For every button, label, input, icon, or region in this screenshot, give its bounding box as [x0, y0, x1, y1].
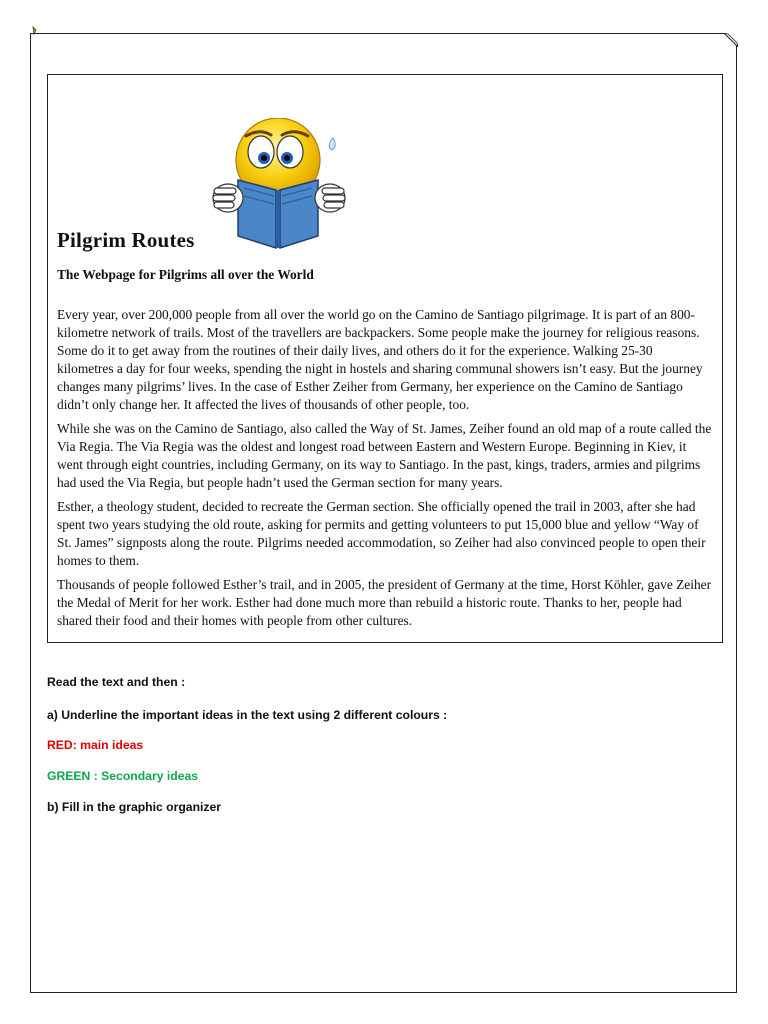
- article-paragraph: Every year, over 200,000 people from all over the world go on the Camino de Santiago pilgrimage. It is part of an 800-kilometre network of trails. Most of the travellers are backpackers. Some people make the journey for religious reasons. Some do it to get away from the routines of their daily lives, and others do it for the experience. Walking 25-30 kilometres a day for four weeks, spending the night in hostels and sharing communal showers isn’t easy. But the journey changes many pilgrims’ lives. In the case of Esther Zeiher from Germany, her experience on the Camino de Santiago didn’t only change her. It affected the lives of thousands of other people, too.: [57, 307, 703, 412]
- article-paragraph: While she was on the Camino de Santiago, also called the Way of St. James, Zeiher found an old map of a route called the Via Regia. The Via Regia was the oldest and longest road between Eastern and Western Europe. Beginning in Kiev, it went through eight countries, including Germany, on its way to Santiago. In the past, kings, traders, armies and pilgrims had used the Via Regia, but people hadn’t used the German section for many years.: [57, 421, 712, 490]
- article-paragraph: Esther, a theology student, decided to recreate the German section. She officially opened the trail in 2003, after she had spent two years studying the old route, asking for permits and getting volunteers to put 15,000 blue and yellow “Way of St. James” signposts along the route. Pilgrims needed accommodation, so Zeiher had also convinced people to open their homes to them.: [57, 499, 706, 568]
- instruction-intro: Read the text and then :: [47, 675, 186, 689]
- red-main-ideas-label: RED: main ideas: [47, 738, 144, 752]
- page-fold-icon: [724, 33, 738, 47]
- article-paragraph: Thousands of people followed Esther’s trail, and in 2005, the president of Germany at the time, Horst Köhler, gave Zeiher the Medal of Merit for her work. Esther had done much more than rebuild a historic route. Thanks to her, people had shared their food and their homes with people from other cultures.: [57, 577, 712, 628]
- pin-icon: [30, 26, 42, 36]
- green-secondary-ideas-label: GREEN : Secondary ideas: [47, 769, 199, 783]
- reading-smiley-icon: [208, 118, 353, 250]
- article-body: [57, 306, 712, 636]
- site-title: Pilgrim Routes: [57, 228, 195, 252]
- instruction-task-a: a) Underline the important ideas in the text using 2 different colours :: [47, 708, 448, 722]
- instruction-task-b: b) Fill in the graphic organizer: [47, 800, 222, 814]
- site-subtitle: The Webpage for Pilgrims all over the World: [57, 267, 314, 282]
